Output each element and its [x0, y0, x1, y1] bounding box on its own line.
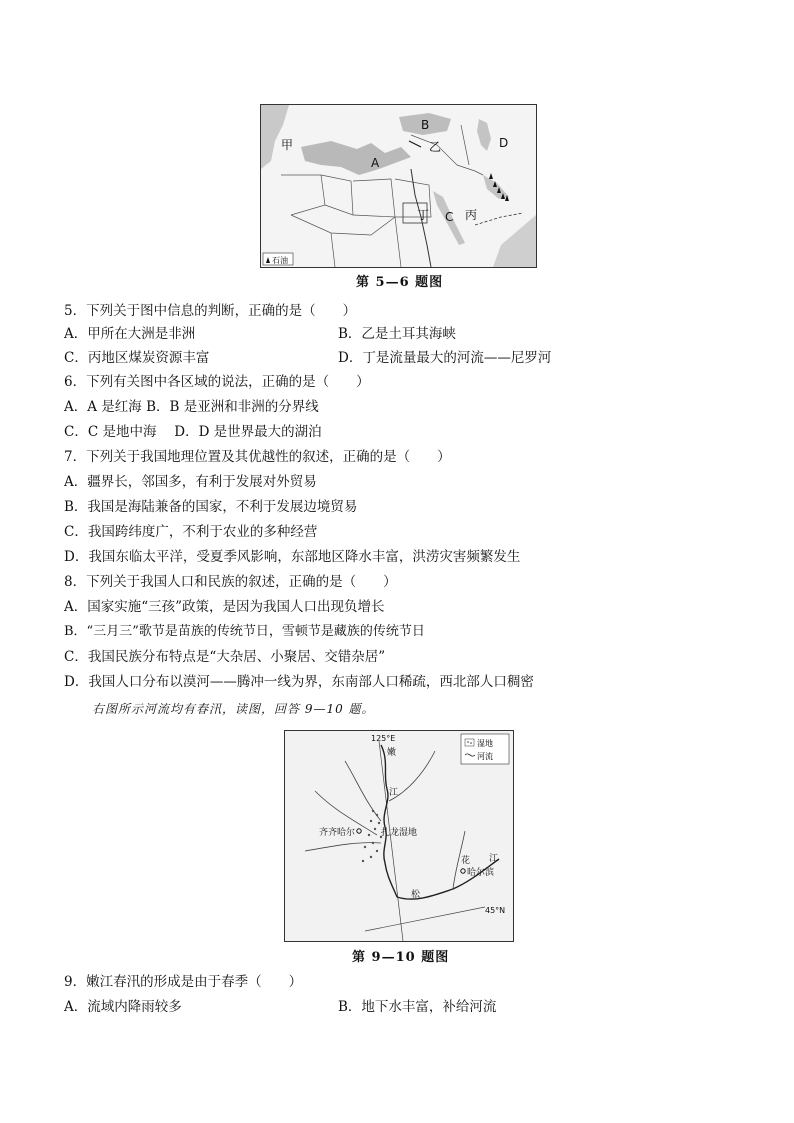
q5-option-a: A．甲所在大洲是非洲: [64, 326, 196, 342]
map2-legend: [461, 734, 509, 764]
q5-option-d: D．丁是流量最大的河流——尼罗河: [338, 350, 552, 366]
q7-option-c: C．我国跨纬度广，不利于农业的多种经营: [64, 524, 318, 540]
label-B: B: [421, 118, 430, 132]
q7-option-d: D．我国东临太平洋，受夏季风影响，东部地区降水丰富，洪涝灾害频繁发生: [64, 549, 521, 565]
map-nenjiang-songhua: [284, 730, 514, 942]
map1-caption: 第 5—6 题图: [356, 275, 444, 290]
map2-svg: [285, 731, 513, 941]
label-D: D: [499, 136, 509, 150]
label-C: C: [445, 210, 454, 224]
q9-10-intro: 右图所示河流均有春汛，读图，回答 9—10 题。: [92, 702, 375, 716]
label-harbin: 哈尔滨: [467, 868, 495, 878]
map2-caption: 第 9—10 题图: [352, 950, 450, 965]
legend-river: 河流: [477, 752, 493, 761]
label-yi: 乙: [429, 140, 442, 154]
label-hua: 花: [461, 856, 471, 866]
label-ding: 丁: [417, 208, 430, 222]
q6-options-cd: C．C 是地中海 D．D 是世界最大的湖泊: [64, 424, 322, 440]
q5-option-b: B．乙是土耳其海峡: [338, 326, 456, 342]
lon-label: 125°E: [371, 734, 396, 743]
q8-option-c: C．我国民族分布特点是“大杂居、小聚居、交错杂居”: [64, 649, 386, 665]
q5-option-c: C．丙地区煤炭资源丰富: [64, 350, 210, 366]
label-jiang2: 江: [489, 854, 499, 864]
label-jia: 甲: [281, 138, 294, 152]
map-mediterranean-middle-east: [260, 104, 537, 268]
q9-stem: 9．嫩江春汛的形成是由于春季（ ）: [64, 974, 303, 990]
legend-wetland: 湿地: [477, 739, 493, 748]
q5-stem: 5．下列关于图中信息的判断，正确的是（ ）: [64, 303, 357, 319]
label-song: 松: [411, 890, 421, 900]
legend-oil: 石油: [272, 256, 288, 265]
lat-label: 45°N: [485, 906, 506, 915]
label-qiqihar: 齐齐哈尔: [319, 828, 356, 838]
label-jiang: 江: [389, 788, 399, 798]
q9-option-a: A．流域内降雨较多: [64, 999, 182, 1015]
label-nen: 嫩: [387, 748, 397, 758]
q8-option-d: D．我国人口分布以漠河——腾冲一线为界，东南部人口稀疏，西北部人口稠密: [64, 674, 534, 690]
q8-option-a: A．国家实施“三孩”政策，是因为我国人口出现负增长: [64, 599, 385, 615]
map1-svg: [261, 105, 536, 267]
q7-stem: 7．下列关于我国地理位置及其优越性的叙述，正确的是（ ）: [64, 449, 451, 465]
q6-options-ab: A．A 是红海 B．B 是亚洲和非洲的分界线: [64, 399, 319, 415]
q8-option-b: B．“三月三”歌节是苗族的传统节日，雪顿节是藏族的传统节日: [64, 624, 425, 639]
q6-stem: 6．下列有关图中各区域的说法，正确的是（ ）: [64, 374, 370, 390]
q7-option-b: B．我国是海陆兼备的国家，不利于发展边境贸易: [64, 499, 358, 515]
label-A: A: [371, 156, 380, 170]
q9-option-b: B．地下水丰富，补给河流: [338, 999, 497, 1015]
label-zhalong: 扎龙湿地: [381, 828, 418, 838]
q8-stem: 8．下列关于我国人口和民族的叙述，正确的是（ ）: [64, 574, 397, 590]
q7-option-a: A．疆界长，邻国多，有利于发展对外贸易: [64, 474, 317, 490]
label-bing: 丙: [465, 208, 478, 222]
